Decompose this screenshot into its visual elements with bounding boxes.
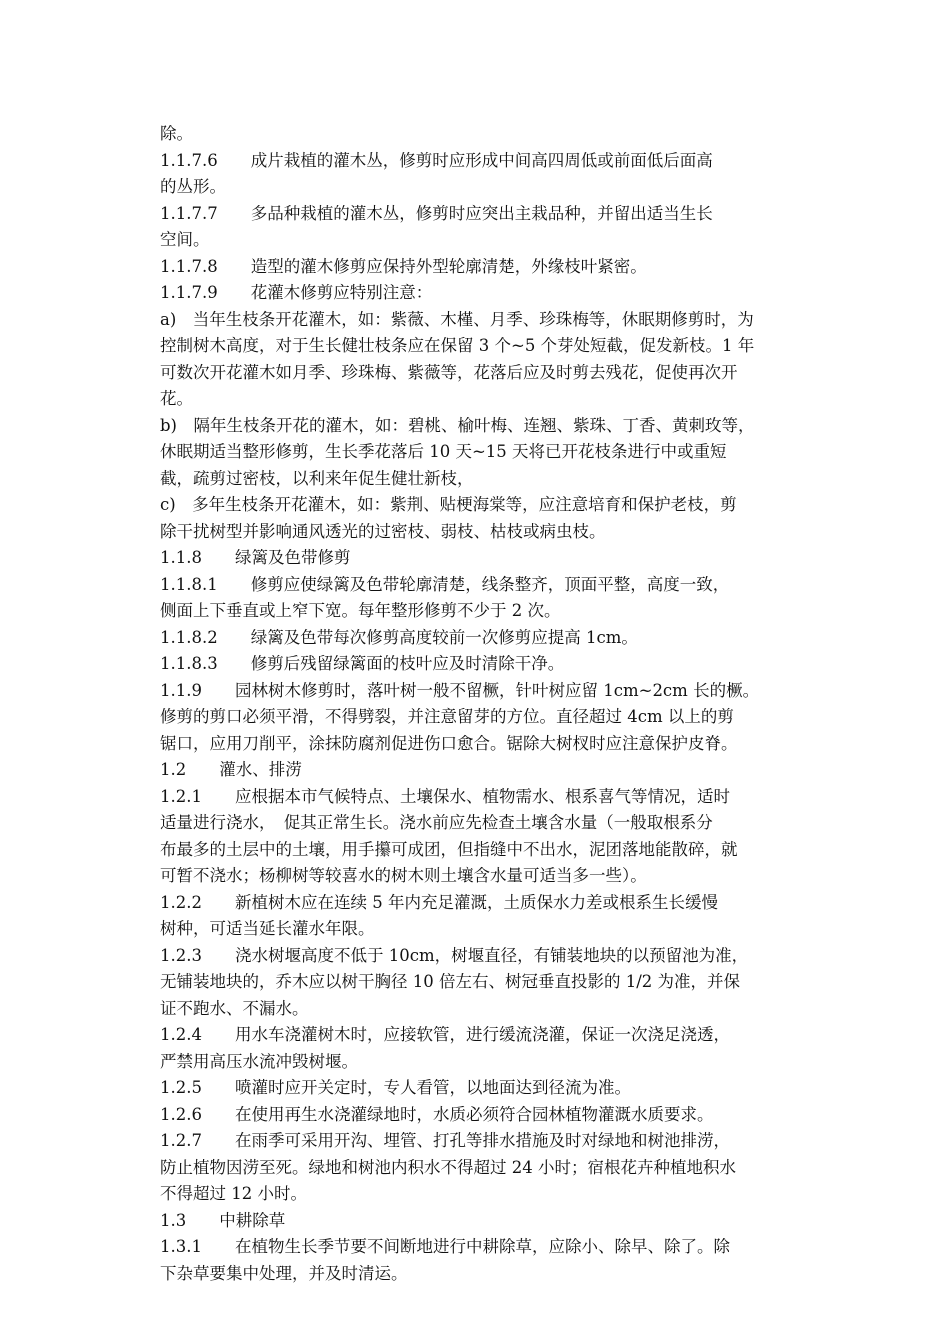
text-line: 侧面上下垂直或上窄下宽。每年整形修剪不少于 2 次。: [160, 601, 561, 620]
text-line: 的丛形。: [160, 177, 226, 196]
text-line: 可暂不浇水；杨柳树等较喜水的树木则土壤含水量可适当多一些）。: [160, 866, 647, 885]
text-line: 1.2.7 在雨季可采用开沟、埋管、打孔等排水措施及时对绿地和树池排涝，: [160, 1131, 730, 1150]
text-line: 1.2.4 用水车浇灌树木时，应接软管，进行缓流浇灌，保证一次浇足浇透，: [160, 1025, 730, 1044]
text-line: 1.1.9 园林树木修剪时，落叶树一般不留橛，针叶树应留 1cm~2cm 长的橛。: [160, 680, 760, 700]
text-line: 除干扰树型并影响通风透光的过密枝、弱枝、枯枝或病虫枝。: [160, 521, 606, 541]
text-line: 1.2.6 在使用再生水浇灌绿地时，水质必须符合园林植物灌溉水质要求。: [160, 1104, 714, 1124]
text-line: 不得超过 12 小时。: [160, 1184, 307, 1203]
text-line: 1.1.8.2 绿篱及色带每次修剪高度较前一次修剪应提高 1cm。: [160, 627, 638, 647]
text-line: 适量进行浇水， 促其正常生长。浇水前应先检查土壤含水量（一般取根系分: [160, 813, 713, 832]
text-line: 1.2.1 应根据本市气候特点、土壤保水、植物需水、根系喜气等情况，适时: [160, 786, 730, 806]
text-line: 控制树木高度，对于生长健壮枝条应在保留 3 个~5 个芽处短截，促发新枝。1 年: [160, 336, 755, 355]
text-line: 1.1.7.8 造型的灌木修剪应保持外型轮廓清楚，外缘枝叶紧密。: [160, 256, 647, 276]
text-line: 截，疏剪过密枝，以利来年促生健壮新枝，: [160, 468, 474, 488]
text-line: 1.1.8.1 修剪应使绿篱及色带轮廓清楚，线条整齐，顶面平整，高度一致，: [160, 574, 730, 594]
text-line: 防止植物因涝至死。绿地和树池内积水不得超过 24 小时；宿根花卉种植地积水: [160, 1157, 736, 1177]
text-line: 1.3.1 在植物生长季节要不间断地进行中耕除草，应除小、除早、除了。除: [160, 1237, 730, 1256]
text-line: 1.1.7.9 花灌木修剪应特别注意：: [160, 283, 433, 302]
text-line: a) 当年生枝条开花灌木，如：紫薇、木槿、月季、珍珠梅等，休眠期修剪时，为: [160, 309, 754, 329]
text-line: 无铺装地块的，乔木应以树干胸径 10 倍左右、树冠垂直投影的 1/2 为准，并保: [160, 972, 741, 991]
text-line: 下杂草要集中处理，并及时清运。: [160, 1263, 408, 1283]
text-line: 1.2.3 浇水树堰高度不低于 10cm，树堰直径，有铺装地块的以预留池为准，: [160, 945, 749, 965]
text-line: b) 隔年生枝条开花的灌木，如：碧桃、榆叶梅、连翘、紫珠、丁香、黄刺玫等，: [160, 415, 755, 435]
text-line: 修剪的剪口必须平滑，不得劈裂，并注意留芽的方位。直径超过 4cm 以上的剪: [160, 707, 734, 726]
text-line: 1.2 灌水、排涝: [160, 760, 302, 779]
text-line: 可数次开花灌木如月季、珍珠梅、紫薇等，花落后应及时剪去残花，促使再次开: [160, 362, 738, 382]
text-line: 1.1.8.3 修剪后残留绿篱面的枝叶应及时清除干净。: [160, 654, 565, 673]
text-line: 严禁用高压水流冲毁树堰。: [160, 1051, 358, 1071]
text-line: 1.2.2 新植树木应在连续 5 年内充足灌溉，土质保水力差或根系生长缓慢: [160, 892, 718, 912]
text-line: 空间。: [160, 230, 210, 249]
text-line: 1.2.5 喷灌时应开关定时，专人看管，以地面达到径流为准。: [160, 1078, 631, 1097]
text-line: 布最多的土层中的土壤，用手攥可成团，但指缝中不出水，泥团落地能散碎，就: [160, 839, 738, 859]
document-body: [160, 121, 810, 1287]
text-line: 证不跑水、不漏水。: [160, 998, 309, 1018]
text-line: 休眠期适当整形修剪，生长季花落后 10 天~15 天将已开花枝条进行中或重短: [160, 442, 727, 461]
text-line: c) 多年生枝条开花灌木，如：紫荆、贴梗海棠等，应注意培育和保护老枝，剪: [160, 495, 737, 514]
text-line: 树种，可适当延长灌水年限。: [160, 919, 375, 938]
text-line: 锯口，应用刀削平，涂抹防腐剂促进伤口愈合。锯除大树杈时应注意保护皮脊。: [160, 733, 738, 753]
text-line: 1.1.7.7 多品种栽植的灌木丛，修剪时应突出主栽品种，并留出适当生长: [160, 203, 713, 223]
text-line: 1.1.8 绿篱及色带修剪: [160, 548, 351, 567]
text-line: 1.1.7.6 成片栽植的灌木丛，修剪时应形成中间高四周低或前面低后面高: [160, 150, 713, 170]
text-line: 除。: [160, 124, 193, 143]
text-line: 1.3 中耕除草: [160, 1210, 286, 1230]
text-line: 花。: [160, 389, 193, 408]
